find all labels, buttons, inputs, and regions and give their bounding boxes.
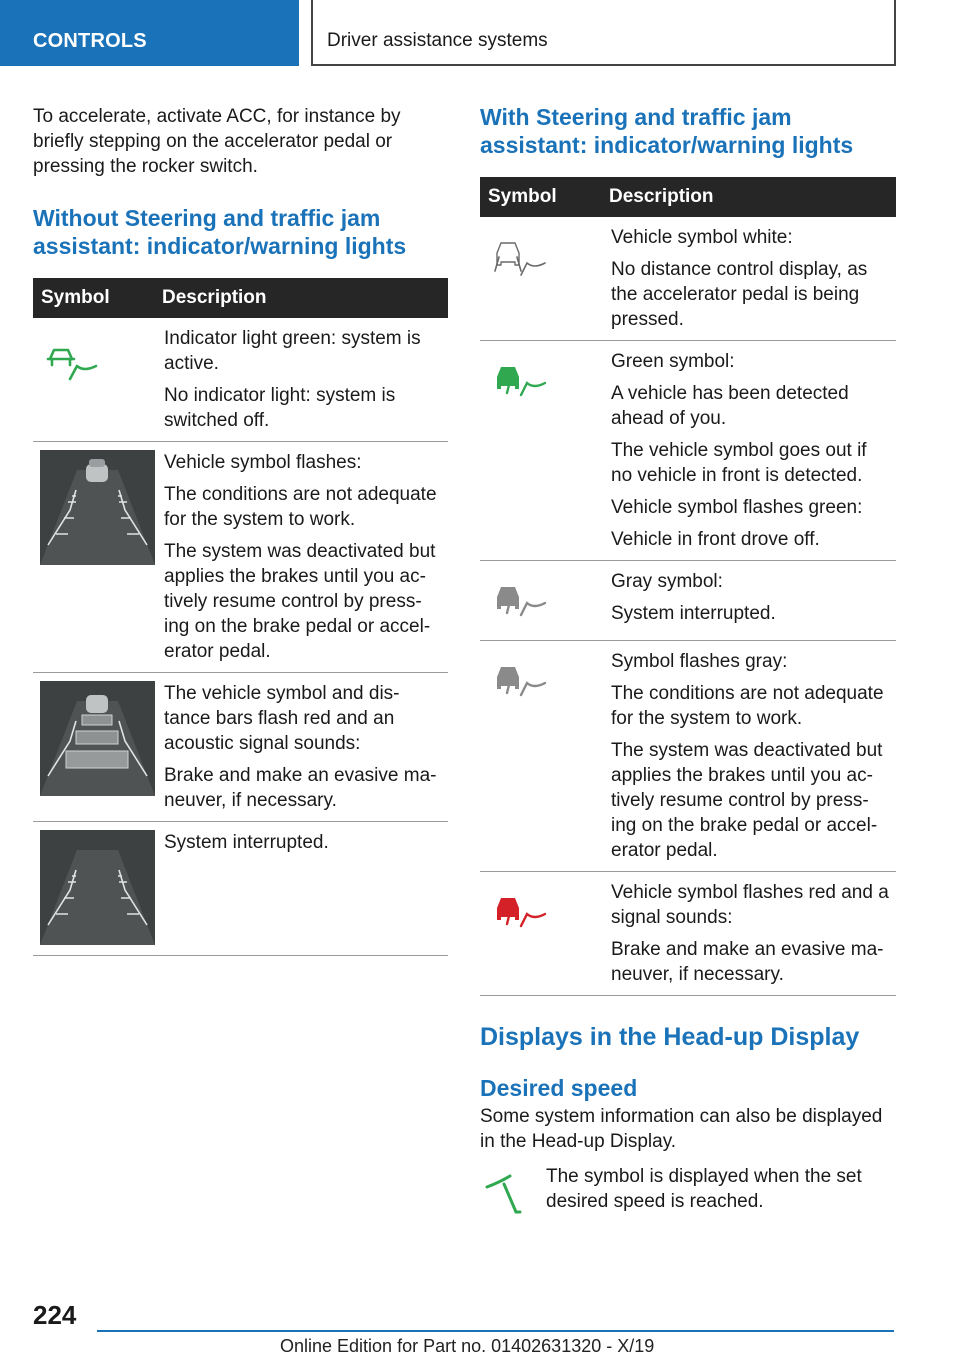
description-text: The conditions are not adequate for the system to work. [164, 484, 437, 530]
description-text: The system was deactivated but applies the brakes until you ac‐tively resume control by press‐ing on the brake pedal or accel‐erator pedal. [164, 541, 436, 662]
right-column [480, 100, 896, 1224]
hud-heading: Displays in the Head-up Display [480, 1023, 860, 1051]
description-text: Green symbol: [611, 351, 735, 372]
edition-note: Online Edition for Part no. 01402631320 - X/19 [280, 1336, 655, 1356]
table-row [480, 641, 896, 872]
acc-green-icon [40, 336, 110, 386]
desired-speed-row [480, 1164, 896, 1224]
description-text: Indicator light green: system is active. [164, 328, 421, 374]
right-symbol-table [480, 177, 896, 996]
vehicle-gray-icon [487, 575, 557, 625]
col-description-header: Description [156, 278, 448, 318]
table-row [33, 822, 448, 956]
description-text: The system was deactivated but applies the brakes until you ac‐tively resume control by press‐ing on the brake pedal or accel‐erator pedal. [611, 740, 883, 861]
symbol-description: The symbol is displayed when the set desired speed is reached. [546, 1166, 862, 1212]
table-row [480, 872, 896, 996]
description-text: No distance control display, as the accelerator pedal is being pressed. [611, 259, 868, 330]
speed-reached-icon [484, 1172, 544, 1222]
vehicle-red-icon [487, 886, 557, 936]
description-text: The vehicle symbol goes out if no vehicle in front is detected. [611, 440, 867, 486]
vehicle-green-icon [487, 355, 557, 405]
description-text: System interrupted. [611, 603, 776, 624]
page-number: 224 [33, 1300, 77, 1330]
left-symbol-table [33, 278, 448, 956]
vehicle-symbol-image [40, 450, 155, 565]
description-text: Vehicle symbol white: [611, 227, 793, 248]
description-text: Vehicle in front drove off. [611, 529, 820, 550]
vehicle-gray-flashing-icon [487, 655, 557, 705]
vehicle-white-icon [487, 231, 557, 281]
col-symbol-header: Symbol [33, 278, 156, 318]
description-text: Symbol flashes gray: [611, 651, 788, 672]
distance-bars-image [40, 681, 155, 796]
intro-paragraph: To accelerate, activate ACC, for instance by briefly stepping on the accelerator pedal or pressing the rocker switch. [33, 106, 401, 177]
table-row [33, 318, 448, 442]
chapter-title: Driver assistance systems [311, 0, 896, 66]
table-row [480, 217, 896, 341]
description-text: No indicator light: system is switched off. [164, 385, 396, 431]
desired-speed-text: Some system information can also be displayed in the Head-up Display. [480, 1106, 883, 1152]
description-text: The conditions are not adequate for the system to work. [611, 683, 884, 729]
description-text: Gray symbol: [611, 571, 723, 592]
description-text: A vehicle has been detected ahead of you. [611, 383, 849, 429]
col-description-header: Description [603, 177, 896, 217]
table-row [480, 561, 896, 641]
table-row [33, 673, 448, 822]
description-text: Vehicle symbol flashes red and a signal sounds: [611, 882, 889, 928]
page-header [0, 0, 960, 66]
footer-divider [97, 1330, 894, 1332]
description-text: The vehicle symbol and dis‐tance bars flash red and an acoustic signal sounds: [164, 683, 400, 754]
table-row [33, 442, 448, 673]
left-column [33, 100, 448, 956]
table-row [480, 341, 896, 561]
description-text: Brake and make an evasive ma‐neuver, if necessary. [164, 765, 437, 811]
left-section-heading: Without Steering and traffic jam assistant: indicator/warning lights [33, 205, 407, 259]
col-symbol-header: Symbol [480, 177, 603, 217]
description-text: Vehicle symbol flashes green: [611, 497, 863, 518]
description-text: Brake and make an evasive ma‐neuver, if necessary. [611, 939, 884, 985]
section-tab: CONTROLS [0, 0, 299, 66]
right-section-heading: With Steering and traffic jam assistant: indicator/warning lights [480, 104, 854, 158]
desired-speed-heading: Desired speed [480, 1075, 638, 1101]
description-text: Vehicle symbol flashes: [164, 452, 362, 473]
empty-lane-image [40, 830, 155, 945]
description-text: System interrupted. [164, 832, 329, 853]
